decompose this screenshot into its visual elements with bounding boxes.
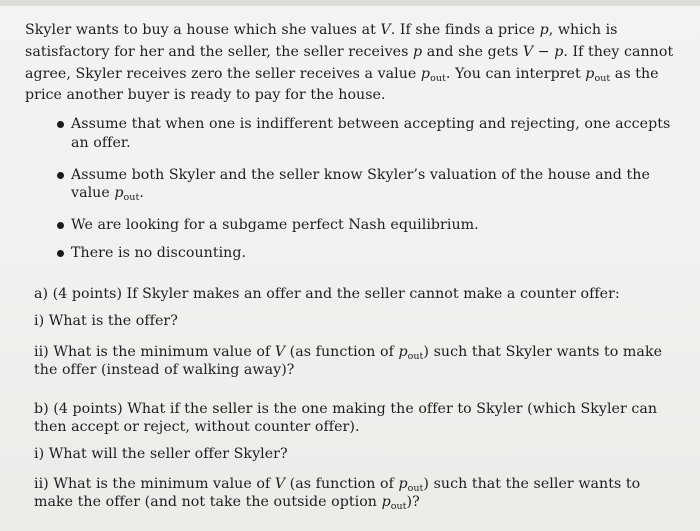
question-text: the offer (instead of walking away)? (34, 362, 295, 378)
question-text: (as function of (285, 344, 399, 360)
question-b-line-2 (34, 418, 360, 436)
bullet-text: We are looking for a subgame perfect Nash equilibrium. (71, 217, 479, 233)
question-text: (as function of (285, 476, 399, 492)
bullet-2-line-2 (71, 184, 144, 204)
bullet-dot (57, 222, 64, 229)
math-var: p (398, 476, 408, 492)
bullet-text: Assume that when one is indifferent between accepting and rejecting, one accepts (71, 116, 671, 132)
math-var: V (274, 344, 286, 360)
bullet-text: an offer. (71, 135, 131, 151)
intro-text: , which is (548, 22, 618, 38)
page-top-edge (0, 0, 700, 6)
bullet-1-line-1 (71, 115, 670, 133)
question-a-ii-line-1 (34, 343, 662, 363)
math-var: V (274, 476, 286, 492)
question-text: make the offer (and not take the outside option (34, 494, 382, 510)
math-subscript: out (594, 73, 611, 84)
intro-line-3 (25, 65, 659, 85)
math-var: p (381, 494, 391, 510)
bullet-text: value (71, 185, 115, 201)
bullet-dot (57, 121, 64, 128)
bullet-text: Assume both Skyler and the seller know Skyler’s valuation of the house and the (71, 167, 650, 183)
math-var: p (585, 66, 595, 82)
question-text: then accept or reject, without counter offer). (34, 419, 360, 435)
question-a (34, 285, 620, 303)
question-text: )? (406, 494, 420, 510)
question-text: i) What is the offer? (34, 313, 178, 329)
math-var: p (539, 22, 549, 38)
math-subscript: out (390, 501, 407, 512)
bullet-4-line-1 (71, 244, 246, 262)
math-var: p (114, 185, 124, 201)
bullet-text: There is no discounting. (71, 245, 247, 261)
math-expr: V − p (522, 44, 564, 60)
question-text: ii) What is the minimum value of (34, 344, 275, 360)
intro-text: . If they cannot (563, 44, 674, 60)
question-b-line-1 (34, 400, 657, 418)
math-subscript: out (123, 192, 140, 203)
intro-text: and she gets (422, 44, 523, 60)
intro-line-4 (25, 86, 386, 104)
question-b-i (34, 445, 288, 463)
intro-text: agree, Skyler receives zero the seller receives a value (25, 66, 421, 82)
bullet-3-line-1 (71, 216, 479, 234)
math-var: p (420, 66, 431, 82)
math-subscript: out (407, 483, 424, 494)
question-text: i) What will the seller offer Skyler? (34, 446, 288, 462)
question-text: ii) What is the minimum value of (34, 476, 275, 492)
question-b-ii-line-1 (34, 475, 640, 495)
math-var: p (398, 344, 408, 360)
intro-text: price another buyer is ready to pay for the house. (25, 87, 386, 103)
intro-text: satisfactory for her and the seller, the seller receives (25, 44, 413, 60)
math-var: p (413, 44, 423, 60)
intro-line-2 (25, 43, 673, 61)
math-subscript: out (430, 73, 446, 84)
bullet-1-line-2 (71, 134, 131, 152)
intro-text: Skyler wants to buy a house which she values at (25, 22, 381, 38)
question-text: ) such that Skyler wants to make (423, 344, 663, 360)
intro-text: as the (610, 66, 659, 82)
question-text: ) such that the seller wants to (423, 476, 641, 492)
question-a-ii-line-2 (34, 361, 294, 379)
intro-text: . If she finds a price (390, 22, 540, 38)
question-text: b) (4 points) What if the seller is the one making the offer to Skyler (which Skyler can (34, 401, 658, 417)
question-text: a) (4 points) If Skyler makes an offer and the seller cannot make a counter offer: (34, 286, 620, 302)
bullet-text: . (139, 185, 144, 201)
intro-line-1 (25, 21, 617, 39)
question-b-ii-line-2 (34, 493, 420, 513)
intro-text: . You can interpret (445, 66, 586, 82)
math-var: V (380, 22, 391, 38)
math-subscript: out (407, 351, 424, 362)
bullet-dot (57, 250, 64, 257)
bullet-dot (57, 172, 64, 179)
question-a-i (34, 312, 178, 330)
bullet-2-line-1 (71, 166, 650, 184)
